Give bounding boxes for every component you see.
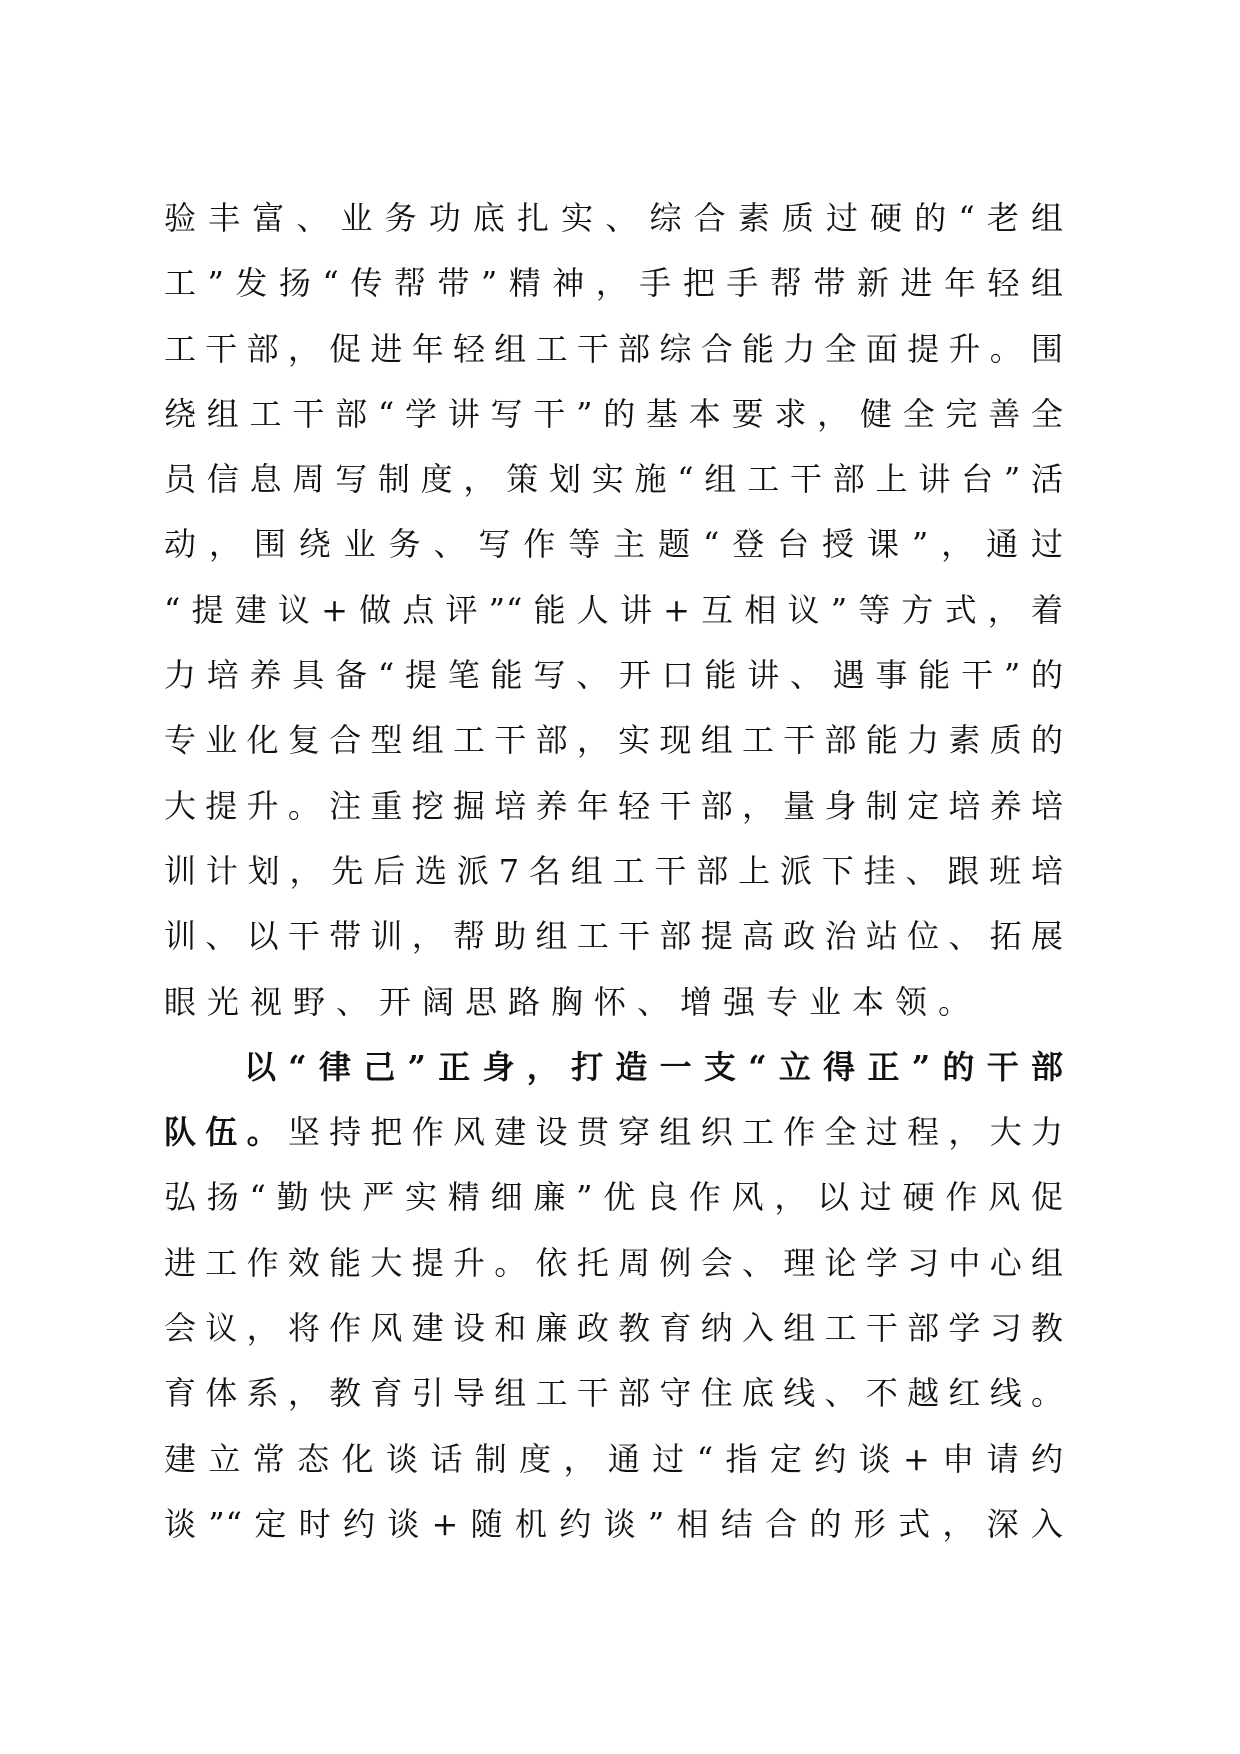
paragraph-line <box>164 1100 1064 1165</box>
paragraph-line: 动，围绕业务、写作等主题“登台授课”，通过 <box>164 525 1064 564</box>
paragraph-line: 进工作效能大提升。依托周例会、理论学习中心组 <box>164 1243 1064 1282</box>
paragraph-line: 绕组工干部“学讲写干”的基本要求，健全完善全 <box>164 394 1064 433</box>
paragraph-line: 工干部，促进年轻组工干部综合能力全面提升。围 <box>164 329 1064 368</box>
paragraph-line: 工”发扬“传帮带”精神，手把手帮带新进年轻组 <box>164 264 1064 303</box>
paragraph-line: 验丰富、业务功底扎实、综合素质过硬的“老组 <box>164 199 1064 237</box>
paragraph-line: 力培养具备“提笔能写、开口能讲、遇事能干”的 <box>164 656 1064 695</box>
paragraph-line: 专业化复合型组工干部，实现组工干部能力素质的 <box>164 721 1064 760</box>
paragraph-line: 训计划，先后选派7名组工干部上派下挂、跟班培 <box>164 851 1064 890</box>
paragraph-line: 育体系，教育引导组工干部守住底线、不越红线。 <box>164 1374 1064 1413</box>
paragraph-line: “提建议+做点评”“能人讲+互相议”等方式，着 <box>164 590 1064 629</box>
paragraph-line: 训、以干带训，帮助组工干部提高政治站位、拓展 <box>164 917 1064 956</box>
paragraph-line: 会议，将作风建设和廉政教育纳入组工干部学习教 <box>164 1309 1064 1348</box>
paragraph-line: 大提升。注重挖掘培养年轻干部，量身制定培养培 <box>164 786 1064 825</box>
paragraph-line: 眼光视野、开阔思路胸怀、增强专业本领。 <box>164 982 982 1021</box>
paragraph-text: 坚持把作风建设贯穿组织工作全过程，大力 <box>287 1113 1064 1152</box>
section-heading-end: 队伍。 <box>164 1113 288 1152</box>
paragraph-line: 员信息周写制度，策划实施“组工干部上讲台”活 <box>164 460 1064 499</box>
paragraph-line: 谈”“定时约谈+随机约谈”相结合的形式，深入 <box>164 1504 1064 1543</box>
paragraph-line: 弘扬“勤快严实精细廉”优良作风，以过硬作风促 <box>164 1178 1064 1217</box>
paragraph-line: 建立常态化谈话制度，通过“指定约谈+申请约 <box>164 1439 1064 1478</box>
section-heading: 以“律己”正身，打造一支“立得正”的干部 <box>244 1047 1064 1086</box>
document-body <box>164 186 1064 1557</box>
